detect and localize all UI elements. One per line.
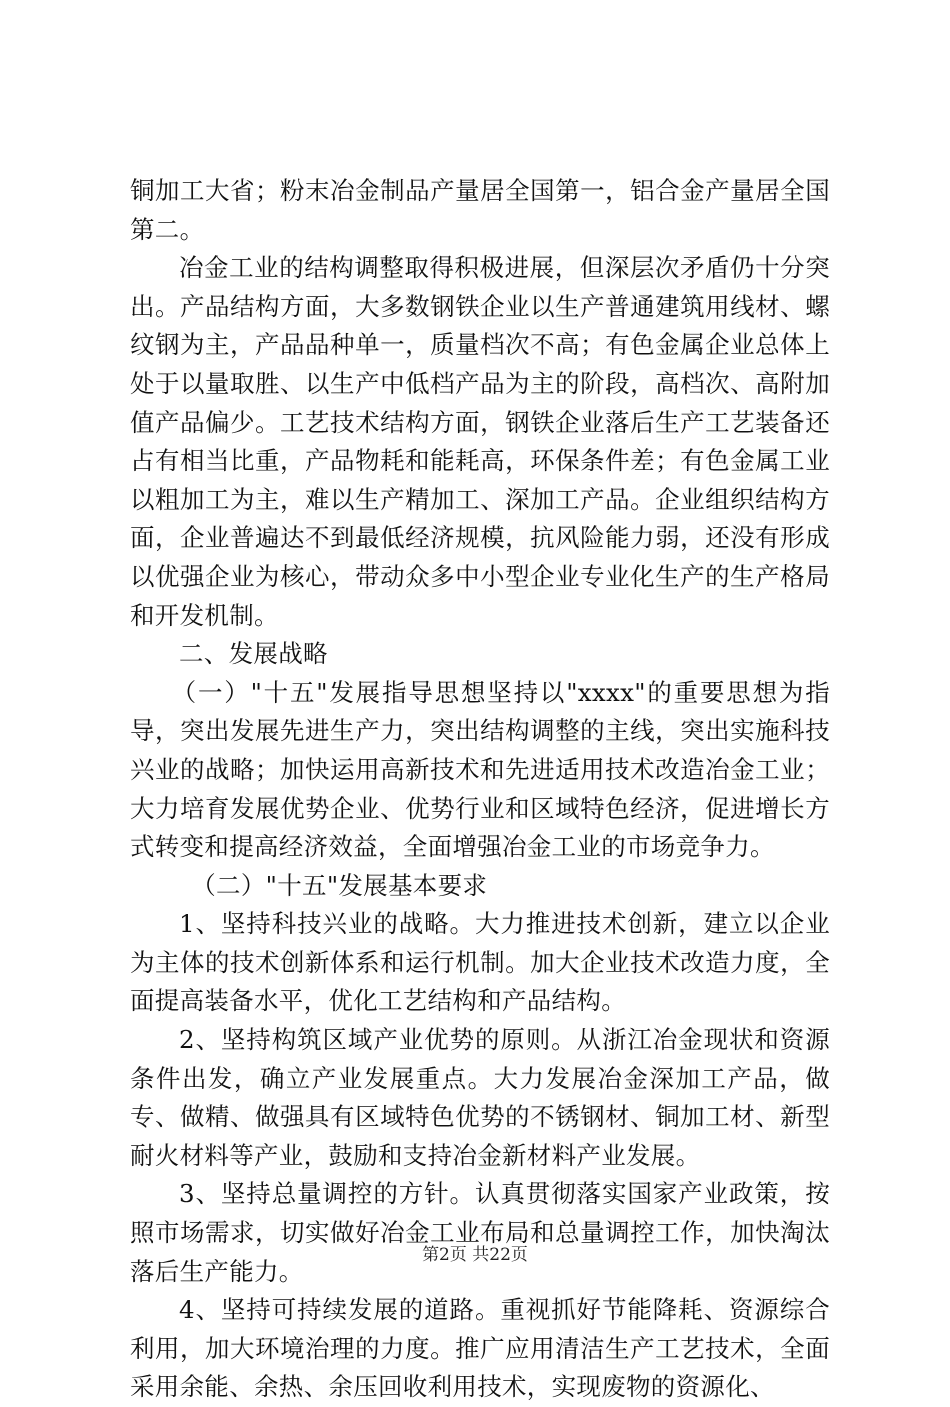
paragraph-requirement-3: 3、坚持总量调控的方针。认真贯彻落实国家产业政策，按照市场需求，切实做好冶金工业布局和总量调控工作，加快淘汰落后生产能力。 [130, 1179, 830, 1286]
section-heading-development-strategy: 二、发展战略 [179, 639, 328, 669]
paragraph-structure-adjustment: 冶金工业的结构调整取得积极进展，但深层次矛盾仍十分突出。产品结构方面，大多数钢铁企业以生产普通建筑用线材、螺纹钢为主，产品品种单一，质量档次不高；有色金属企业总体上处于以量取胜、以生产中低档产品为主的阶段，高档次、高附加值产品偏少。工艺技术结构方面，钢铁企业落后生产工艺装备还占有相当比重，产品物耗和能耗高，环保条件差；有色金属工业以粗加工为主，难以生产精加工、深加工产品。企业组织结构方面，企业普遍达不到最低经济规模，抗风险能力弱，还没有形成以优强企业为核心，带动众多中小型企业专业化生产的生产格局和开发机制。 [130, 253, 830, 630]
paragraph-continuation: 铜加工大省；粉末冶金制品产量居全国第一，铝合金产量居全国第二。 [130, 176, 830, 244]
paragraph-requirement-4: 4、坚持可持续发展的道路。重视抓好节能降耗、资源综合利用，加大环境治理的力度。推广应用清洁生产工艺技术，全面采用余能、余热、余压回收利用技术，实现废物的资源化、 [130, 1295, 830, 1402]
subheading-basic-requirements: （二）"十五"发展基本要求 [191, 870, 488, 900]
page-number-footer: 第2页 共22页 [422, 1245, 528, 1265]
paragraph-guiding-ideology: （一）"十五"发展指导思想坚持以"xxxx"的重要思想为指导，突出发展先进生产力，突出结构调整的主线，突出实施科技兴业的战略；加快运用高新技术和先进适用技术改造冶金工业；大力培育发展优势企业、优势行业和区域特色经济，促进增长方式转变和提高经济效益，全面增强冶金工业的市场竞争力。 [130, 677, 830, 862]
paragraph-requirement-1: 1、坚持科技兴业的战略。大力推进技术创新，建立以企业为主体的技术创新体系和运行机制。加大企业技术改造力度，全面提高装备水平，优化工艺结构和产品结构。 [130, 909, 830, 1016]
document-body [130, 172, 830, 1407]
paragraph-requirement-2: 2、坚持构筑区域产业优势的原则。从浙江冶金现状和资源条件出发，确立产业发展重点。大力发展冶金深加工产品，做专、做精、做强具有区域特色优势的不锈钢材、铜加工材、新型耐火材料等产业，鼓励和支持冶金新材料产业发展。 [130, 1025, 830, 1170]
